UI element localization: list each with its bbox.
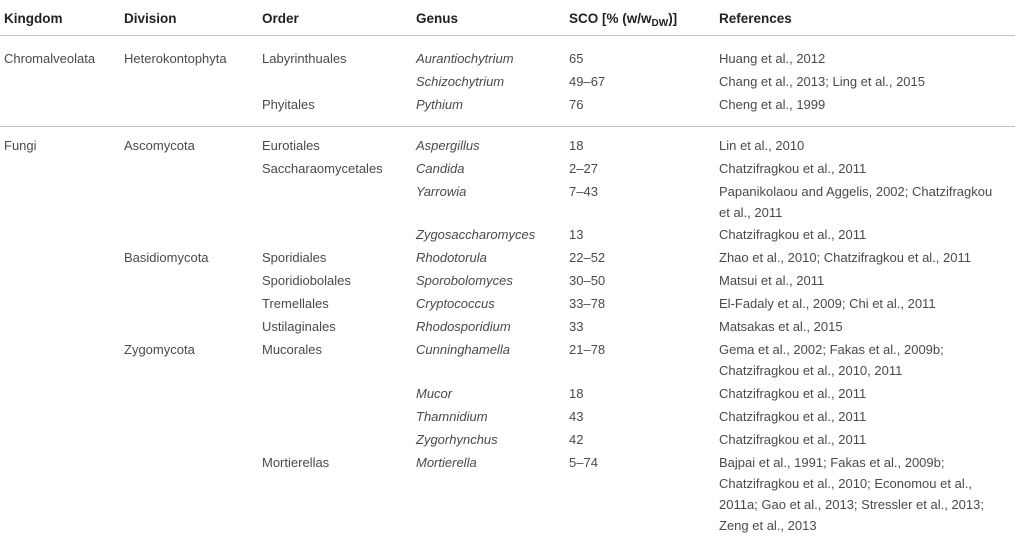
cell-order: Eurotiales [262, 138, 320, 153]
cell-reference-line: Chatzifragkou et al., 2011 [719, 409, 867, 424]
cell-reference-line: Chatzifragkou et al., 2011 [719, 161, 867, 176]
group-separator-rule [0, 126, 1015, 127]
cell-order: Mucorales [262, 342, 322, 357]
cell-genus: Rhodosporidium [416, 319, 511, 334]
cell-reference-line: Matsakas et al., 2015 [719, 319, 843, 334]
cell-sco: 13 [569, 227, 584, 242]
sco-header-end: )] [668, 11, 678, 26]
cell-genus: Candida [416, 161, 465, 176]
cell-sco: 33 [569, 319, 584, 334]
col-header-order: Order [262, 11, 299, 26]
cell-reference-line: 2011a; Gao et al., 2013; Stressler et al., 2013; [719, 497, 984, 512]
cell-reference-line: Chatzifragkou et al., 2010, 2011 [719, 363, 903, 378]
cell-division: Zygomycota [124, 342, 195, 357]
cell-reference-line: et al., 2011 [719, 205, 783, 220]
cell-genus: Sporobolomyces [416, 273, 513, 288]
cell-sco: 30–50 [569, 273, 606, 288]
cell-sco: 7–43 [569, 184, 598, 199]
col-header-kingdom: Kingdom [4, 11, 63, 26]
cell-reference-line: Matsui et al., 2011 [719, 273, 825, 288]
cell-reference-line: Papanikolaou and Aggelis, 2002; Chatzifragkou [719, 184, 993, 199]
cell-order: Sporidiales [262, 250, 327, 265]
cell-sco: 5–74 [569, 455, 598, 470]
cell-genus: Zygorhynchus [416, 432, 498, 447]
sco-header-subscript: DW [651, 18, 669, 29]
cell-genus: Thamnidium [416, 409, 488, 424]
cell-genus: Aspergillus [416, 138, 480, 153]
cell-division: Ascomycota [124, 138, 195, 153]
cell-sco: 76 [569, 97, 584, 112]
col-header-genus: Genus [416, 11, 459, 26]
cell-genus: Schizochytrium [416, 74, 505, 89]
cell-sco: 65 [569, 51, 584, 66]
cell-kingdom: Fungi [4, 138, 37, 153]
cell-order: Tremellales [262, 296, 329, 311]
cell-genus: Mortierella [416, 455, 477, 470]
cell-reference-line: Gema et al., 2002; Fakas et al., 2009b; [719, 342, 944, 357]
col-header-division: Division [124, 11, 177, 26]
sco-header-main: SCO [% (w/w [569, 11, 652, 26]
cell-order: Labyrinthuales [262, 51, 347, 66]
cell-reference-line: Zeng et al., 2013 [719, 518, 817, 533]
cell-reference-line: Cheng et al., 1999 [719, 97, 826, 112]
cell-order: Sporidiobolales [262, 273, 351, 288]
cell-order: Ustilaginales [262, 319, 336, 334]
cell-order: Saccharaomycetales [262, 161, 383, 176]
cell-sco: 42 [569, 432, 584, 447]
cell-genus: Rhodotorula [416, 250, 487, 265]
cell-reference-line: El-Fadaly et al., 2009; Chi et al., 2011 [719, 296, 936, 311]
cell-reference-line: Bajpai et al., 1991; Fakas et al., 2009b; [719, 455, 945, 470]
cell-sco: 21–78 [569, 342, 606, 357]
cell-sco: 49–67 [569, 74, 606, 89]
cell-division: Heterokontophyta [124, 51, 227, 66]
cell-reference-line: Chang et al., 2013; Ling et al., 2015 [719, 74, 925, 89]
cell-reference-line: Lin et al., 2010 [719, 138, 805, 153]
cell-genus: Zygosaccharomyces [416, 227, 536, 242]
cell-sco: 22–52 [569, 250, 606, 265]
cell-kingdom: Chromalveolata [4, 51, 96, 66]
cell-reference-line: Huang et al., 2012 [719, 51, 826, 66]
cell-sco: 2–27 [569, 161, 598, 176]
cell-genus: Cunninghamella [416, 342, 510, 357]
cell-sco: 43 [569, 409, 584, 424]
header-rule [0, 35, 1015, 36]
cell-sco: 18 [569, 138, 584, 153]
cell-sco: 18 [569, 386, 584, 401]
cell-order: Phyitales [262, 97, 315, 112]
cell-division: Basidiomycota [124, 250, 209, 265]
cell-reference-line: Chatzifragkou et al., 2011 [719, 386, 867, 401]
cell-reference-line: Chatzifragkou et al., 2011 [719, 227, 867, 242]
cell-sco: 33–78 [569, 296, 606, 311]
cell-reference-line: Zhao et al., 2010; Chatzifragkou et al., 2011 [719, 250, 971, 265]
cell-genus: Mucor [416, 386, 453, 401]
cell-genus: Yarrowia [416, 184, 467, 199]
cell-genus: Cryptococcus [416, 296, 495, 311]
cell-genus: Aurantiochytrium [416, 51, 514, 66]
col-header-references: References [719, 11, 792, 26]
cell-order: Mortierellas [262, 455, 330, 470]
cell-genus: Pythium [416, 97, 463, 112]
cell-reference-line: Chatzifragkou et al., 2011 [719, 432, 867, 447]
col-header-sco [569, 11, 677, 29]
cell-reference-line: Chatzifragkou et al., 2010; Economou et al., [719, 476, 972, 491]
